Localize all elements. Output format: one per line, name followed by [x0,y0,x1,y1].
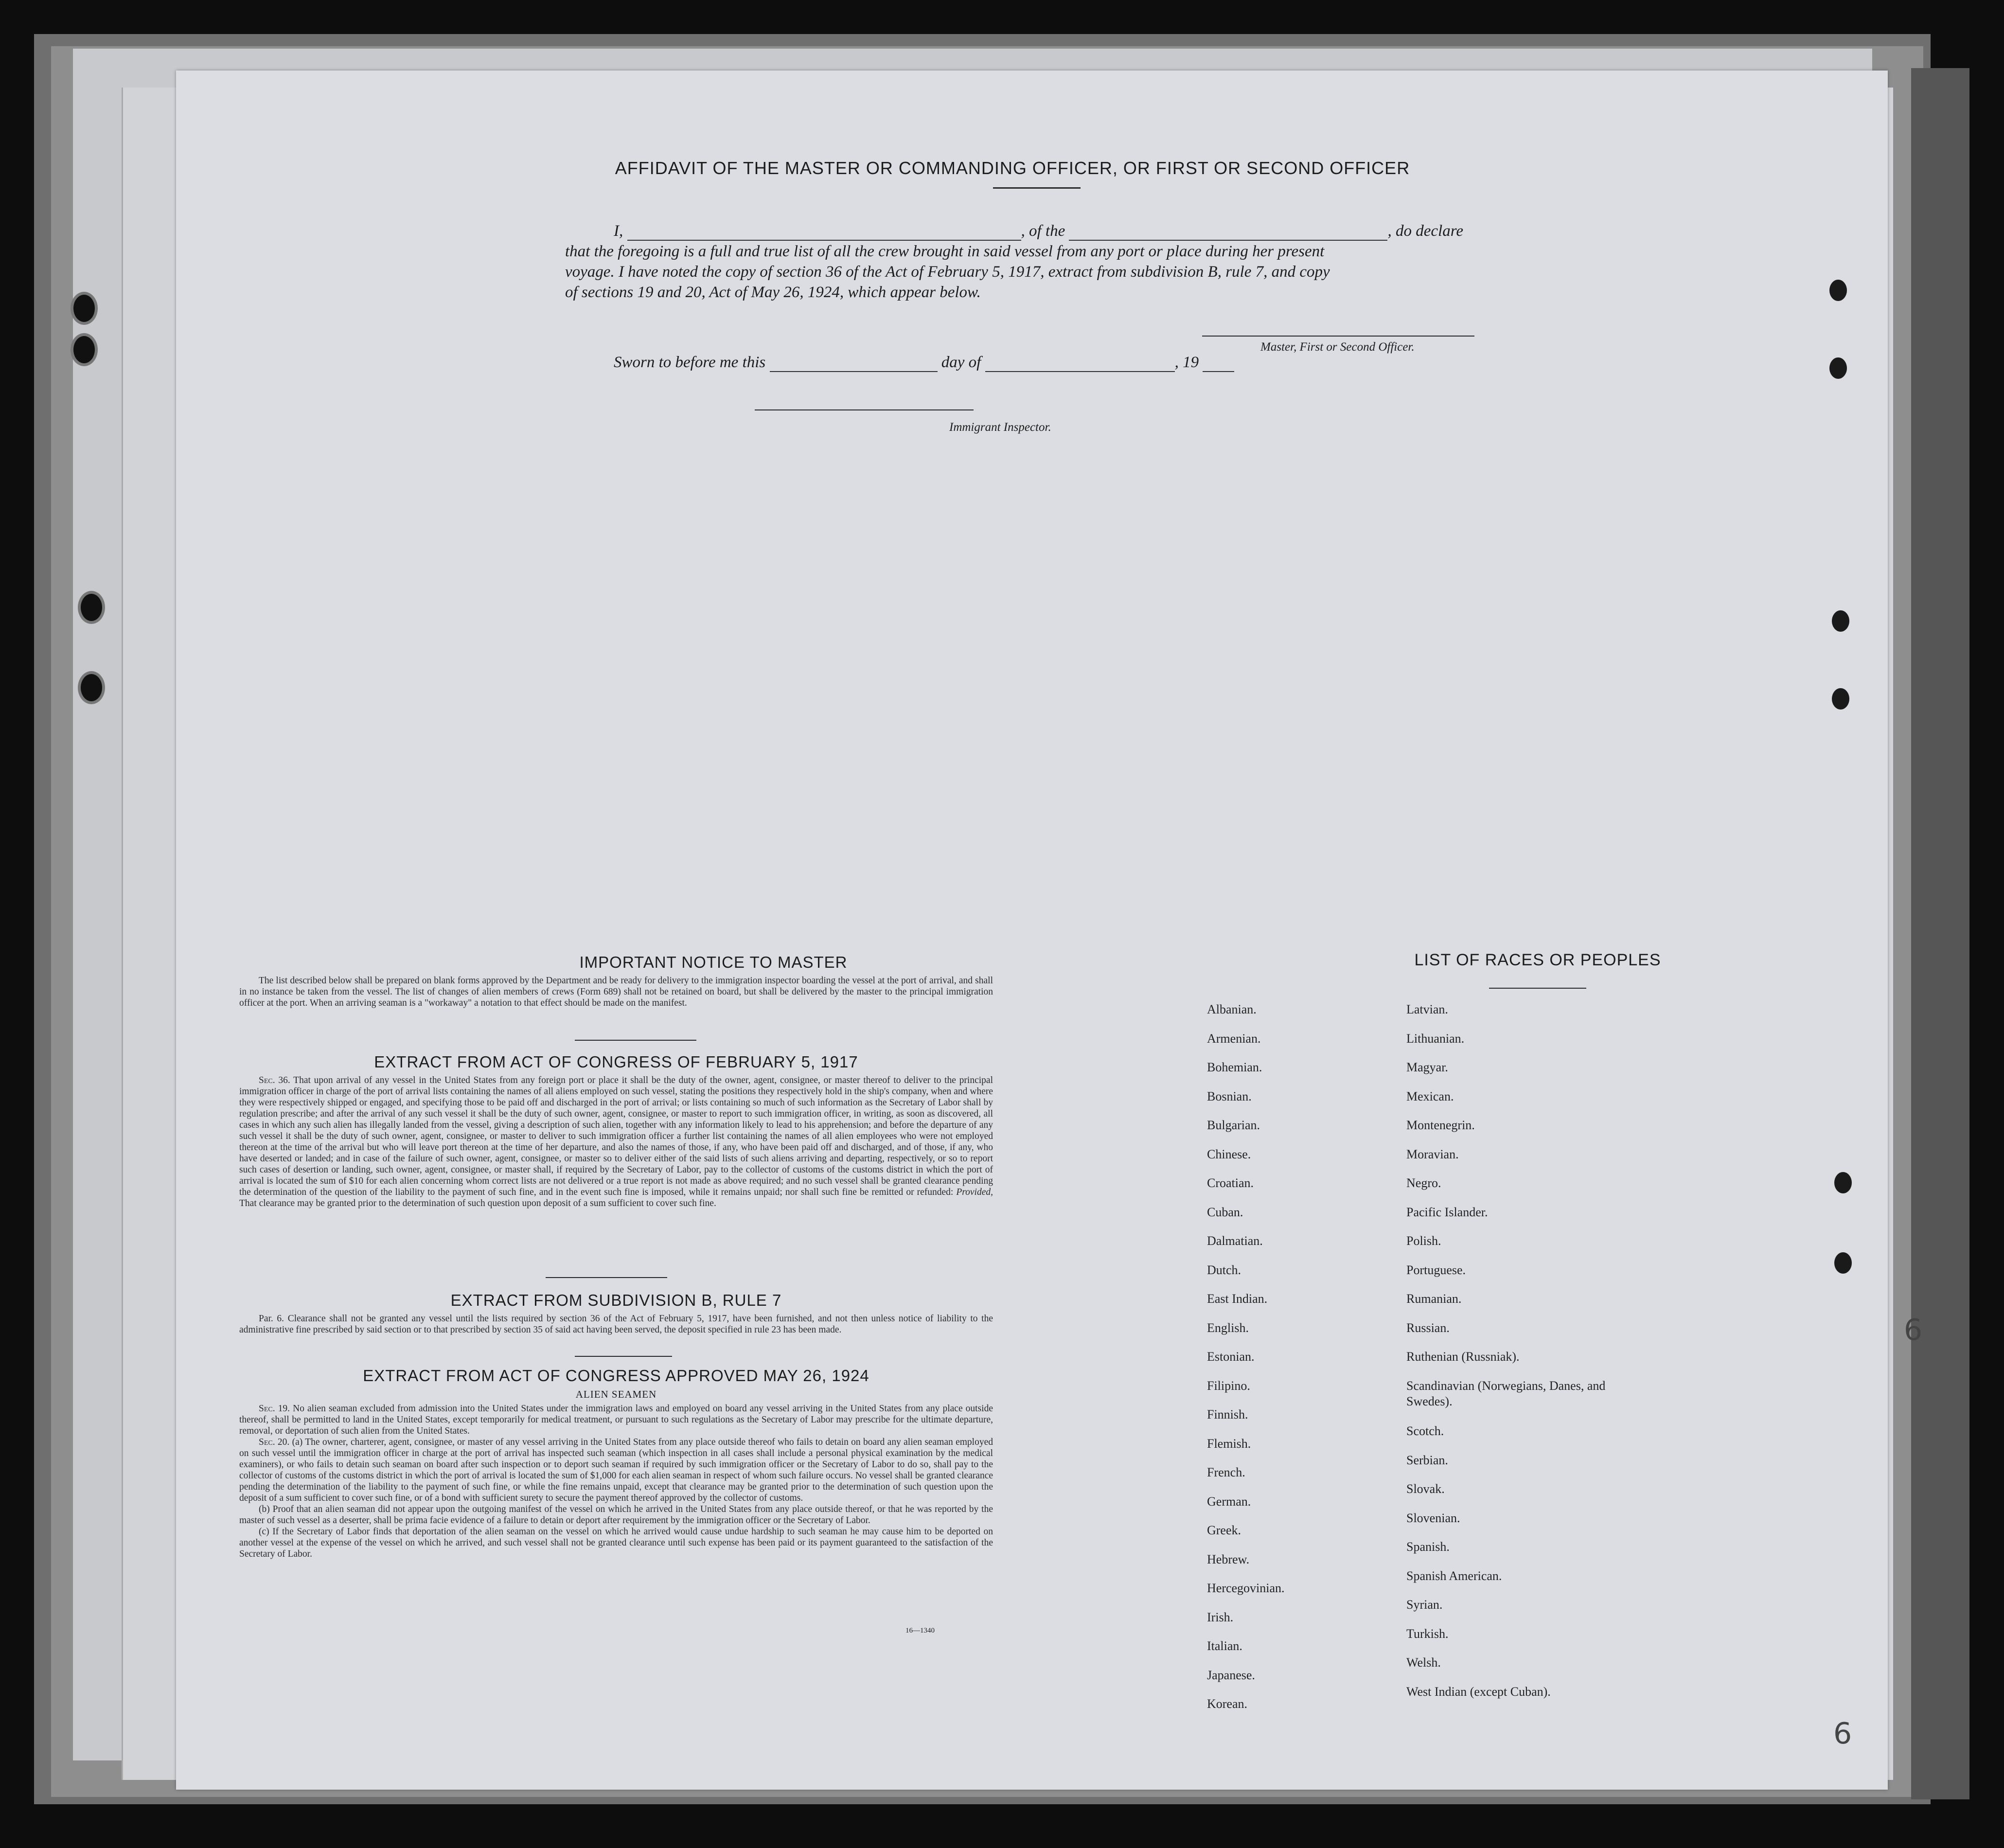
punch-hole [1832,610,1849,632]
sec-19-label: Sec. 19. [259,1404,290,1414]
race-item: Russian. [1406,1320,1450,1335]
race-item: Hercegovinian. [1207,1581,1285,1595]
inspector-caption: Immigrant Inspector. [949,421,1051,434]
race-item: Welsh. [1406,1655,1441,1670]
race-item: Italian. [1207,1639,1242,1653]
sworn-prefix: Sworn to before me this [614,354,766,371]
notice-title: IMPORTANT NOTICE TO MASTER [579,953,848,971]
extract-rule7-body [239,1313,993,1335]
sec-20b-paragraph: (b) Proof that an alien seaman did not appear upon the outgoing manifest of the vessel on which he arrived in the United States from any place outside thereof, or that he was reported by the master of such vessel as a deserter, shall be prima facie evidence of a failure to detain or deport after requirement by the immigration officer or the Secretary of Labor. [239,1504,993,1526]
notice-body [239,975,993,1009]
races-title: LIST OF RACES OR PEOPLES [1414,951,1661,969]
margin-mark: 6 [1904,1313,1923,1347]
inspector-signature-line [755,409,974,410]
affidavit-text-line: of sections 19 and 20, Act of May 26, 1924, which appear below. [565,284,981,301]
race-item: Korean. [1207,1697,1248,1711]
affidavit-text-line: that the foregoing is a full and true list of all the crew brought in said vessel from any port or place during her present [565,243,1325,260]
affidavit-text-line: voyage. I have noted the copy of section 36 of the Act of February 5, 1917, extract from subdivision B, rule 7, and copy [565,263,1330,281]
race-item: Rumanian. [1406,1292,1462,1306]
proviso-label: Provided, [956,1187,993,1197]
race-item: Lithuanian. [1406,1031,1465,1046]
alien-seamen-subtitle: ALIEN SEAMEN [575,1388,657,1400]
sec-20c-paragraph: (c) If the Secretary of Labor finds that deportation of the alien seaman on the vessel on which he arrived would cause undue hardship to such seaman he may cause him to be deported on another vessel at the expense of the vessel on which he arrived, and such vessel shall not be granted clearance until such expense has been paid or its payment guaranteed to the satisfaction of the Secretary of Labor. [239,1527,993,1559]
affidavit-title: AFFIDAVIT OF THE MASTER OR COMMANDING OFFICER, OR FIRST OR SECOND OFFICER [615,158,1410,178]
race-item: Bulgarian. [1207,1118,1260,1132]
race-item: French. [1207,1465,1245,1479]
race-item: Croatian. [1207,1176,1254,1190]
race-item: Slovak. [1406,1482,1445,1496]
race-item: Montenegrin. [1406,1118,1475,1132]
race-item: Japanese. [1207,1668,1255,1682]
margin-mark: 6 [1833,1717,1852,1751]
extract-1924-body [239,1403,993,1560]
notice-paragraph: The list described below shall be prepared on blank forms approved by the Department and be ready for delivery to the immigration inspector boarding the vessel at the port of arrival, and shall in no instance be taken from the vessel. The list of changes of alien members of crews (Form 689) shall not be retained on board, but shall be delivered by the master to the principal immigration officer at the port. When an arriving seaman is a "workaway" a notation to that effect should be made on the manifest. [239,976,993,1008]
race-item: Pacific Islander. [1406,1205,1488,1219]
affidavit-of-the: , of the [1021,222,1065,240]
race-item: Bosnian. [1207,1089,1252,1103]
extract-1917-body [239,1075,993,1209]
section-rule [575,1040,696,1041]
name-blank[interactable] [627,225,1021,241]
race-item: Cuban. [1207,1205,1243,1219]
race-item: Negro. [1406,1176,1441,1190]
race-item: Dalmatian. [1207,1234,1263,1248]
race-item: Hebrew. [1207,1552,1250,1566]
vessel-blank[interactable] [1069,225,1387,241]
punch-hole [1832,688,1849,710]
affidavit-declare: , do declare [1387,222,1463,240]
race-item: West Indian (except Cuban). [1406,1684,1551,1699]
race-item: Chinese. [1207,1147,1251,1161]
race-item: Ruthenian (Russniak). [1406,1350,1520,1364]
race-item: Filipino. [1207,1378,1250,1393]
race-item: Slovenian. [1406,1510,1460,1525]
race-item: Greek. [1207,1523,1241,1537]
race-item: Flemish. [1207,1436,1251,1451]
master-caption: Master, First or Second Officer. [1260,340,1415,354]
punch-hole [1829,280,1847,301]
race-item: Spanish American. [1406,1568,1502,1583]
punch-hole [1834,1172,1852,1193]
race-item: Turkish. [1406,1626,1449,1641]
sworn-line [614,353,1489,372]
form-number: 16—1340 [905,1627,935,1635]
extract-1917-title: EXTRACT FROM ACT OF CONGRESS OF FEBRUARY 5, 1917 [374,1053,858,1071]
sec-20a-text: (a) The owner, charterer, agent, consignee, or master of any vessel arriving in the United States from any place outside thereof who fails to detain on board any alien seaman employed on such vessel until the immigration officer in charge at the port of arrival has inspected such seaman (which inspection in all cases shall include a personal physical examination by the medical examiners), or who fails to detain such seaman on board after such inspection or to deport such seaman if required by such immigration officer or the Secretary of Labor to do so, shall pay to the collector of customs of the customs district in which the port of arrival is located the sum of $1,000 for each alien seaman in respect of whom such failure occurs. No vessel shall be granted clearance pending the determination of the liability to the payment of such fine, or while the fine remains unpaid, except that clearance may be granted prior to the determination of such question upon the deposit of a sum sufficient to cover such fine, or of a bond with sufficient surety to secure the payment thereof approved by the collector of customs. [239,1437,993,1503]
binder-hole [71,292,98,325]
sec-20a-paragraph [239,1437,993,1504]
sworn-day-of: day of [941,354,981,371]
title-rule [993,187,1081,189]
sec-36-label: Sec. 36. [259,1075,290,1085]
race-item: Scandinavian (Norwegians, Danes, and Swedes). [1406,1378,1606,1408]
section-rule [546,1277,667,1278]
manifest-sheet [176,71,1888,1790]
binder-hole [78,671,105,704]
race-item: Scotch. [1406,1424,1444,1438]
race-item: Polish. [1406,1234,1441,1248]
race-item: Spanish. [1406,1540,1450,1554]
extract-1917-paragraph [239,1075,993,1209]
race-item: German. [1207,1494,1251,1509]
sec-20-label: Sec. 20. [259,1437,290,1447]
race-item: Finnish. [1207,1407,1248,1422]
race-item: Moravian. [1406,1147,1459,1161]
sworn-date-blank[interactable] [770,356,938,372]
affidavit-declaration-line [614,221,1684,241]
punch-hole [1829,357,1847,379]
race-item: Estonian. [1207,1350,1255,1364]
extract-1924-title: EXTRACT FROM ACT OF CONGRESS APPROVED MAY 26, 1924 [363,1367,869,1385]
sec-19-paragraph [239,1403,993,1437]
master-signature-line [1202,336,1474,337]
race-item: English. [1207,1320,1249,1335]
proviso-text: That clearance may be granted prior to the determination of such question upon deposit of a sum sufficient to cover such fine. [239,1198,716,1208]
sworn-month-blank[interactable] [985,356,1175,372]
affidavit-i: I, [614,222,623,240]
sworn-year: , 19 [1174,354,1199,371]
race-item: Magyar. [1406,1060,1448,1074]
race-item: Irish. [1207,1610,1234,1624]
extract-rule7-title: EXTRACT FROM SUBDIVISION B, RULE 7 [450,1291,782,1309]
section-rule [575,1356,672,1357]
race-item: Albanian. [1207,1002,1257,1016]
race-item: Dutch. [1207,1262,1241,1277]
binder-hole [78,591,105,624]
sec-19-text: No alien seaman excluded from admission into the United States under the immigration laws and employed on board any vessel arriving in the United States from any place outside thereof, shall be permitted to land in the United States, except temporarily for medical treatment, or pursuant to such regulations as the Secretary of Labor may prescribe for the ultimate departure, removal, or deportation of such alien from the United States. [239,1404,993,1436]
rule7-paragraph: Par. 6. Clearance shall not be granted any vessel until the lists required by section 36 of the Act of February 5, 1917, have been furnished, and not then unless notice of liability to the administrative fine prescribed by said section or to that prescribed by section 35 of said act having been served, the deposit specified in rule 23 has been made. [239,1314,993,1335]
sec-36-text: That upon arrival of any vessel in the United States from any foreign port or place it shall be the duty of the owner, agent, consignee, or master thereof to deliver to the principal immigration officer in charge of the port of arrival lists containing the names of all aliens employed on such vessel, stating the positions they respectively hold in the ship's company, when and where they were respectively shipped or engaged, and specifying those to be paid off and discharged in the port of arrival; or lists containing so much of such information as the Secretary of Labor shall by regulation prescribe; and after the arrival of any such vessel it shall be the duty of such owner, agent, consignee, or master to report to such immigration officer, in writing, as soon as discovered, all cases in which any such alien has illegally landed from the vessel, giving a description of such alien, together with any information likely to lead to his apprehension; and before the departure of any such vessel it shall be the duty of such owner, agent, consignee, or master to deliver to such immigration officer a further list containing the names of all alien employees who were not employed thereon at the time of the arrival but who will leave port thereon at the time of her departure, and also the names of those, if any, who have been paid off and discharged, and of those, if any, who have deserted or landed; and in case of the failure of such owner, agent, consignee, or master so to deliver either of the said lists of such aliens arriving and departing, respectively, or so to report such cases of desertion or landing, such owner, agent, consignee, or master shall, if required by the Secretary of Labor, pay to the collector of customs of the customs district in which the port of arrival is located the sum of $10 for each alien concerning whom correct lists are not delivered or a true report is not made as above required; and no such vessel shall be granted clearance pending the determination of the question of the liability to the payment of such fine, and in the event such fine is imposed, while it remains unpaid; nor shall such fine be remitted or refunded: [239,1075,993,1197]
punch-hole [1834,1252,1852,1274]
race-item: Serbian. [1406,1453,1448,1467]
race-item: Armenian. [1207,1031,1261,1046]
race-item: East Indian. [1207,1292,1268,1306]
binder-hole [71,333,98,366]
binder-edge-right [1911,68,1969,1799]
races-title-rule [1489,988,1586,989]
race-item: Mexican. [1406,1089,1454,1103]
race-item: Latvian. [1406,1002,1448,1016]
race-item: Syrian. [1406,1598,1443,1612]
sworn-year-blank[interactable] [1203,356,1234,372]
race-item: Portuguese. [1406,1262,1466,1277]
race-item: Bohemian. [1207,1060,1262,1074]
